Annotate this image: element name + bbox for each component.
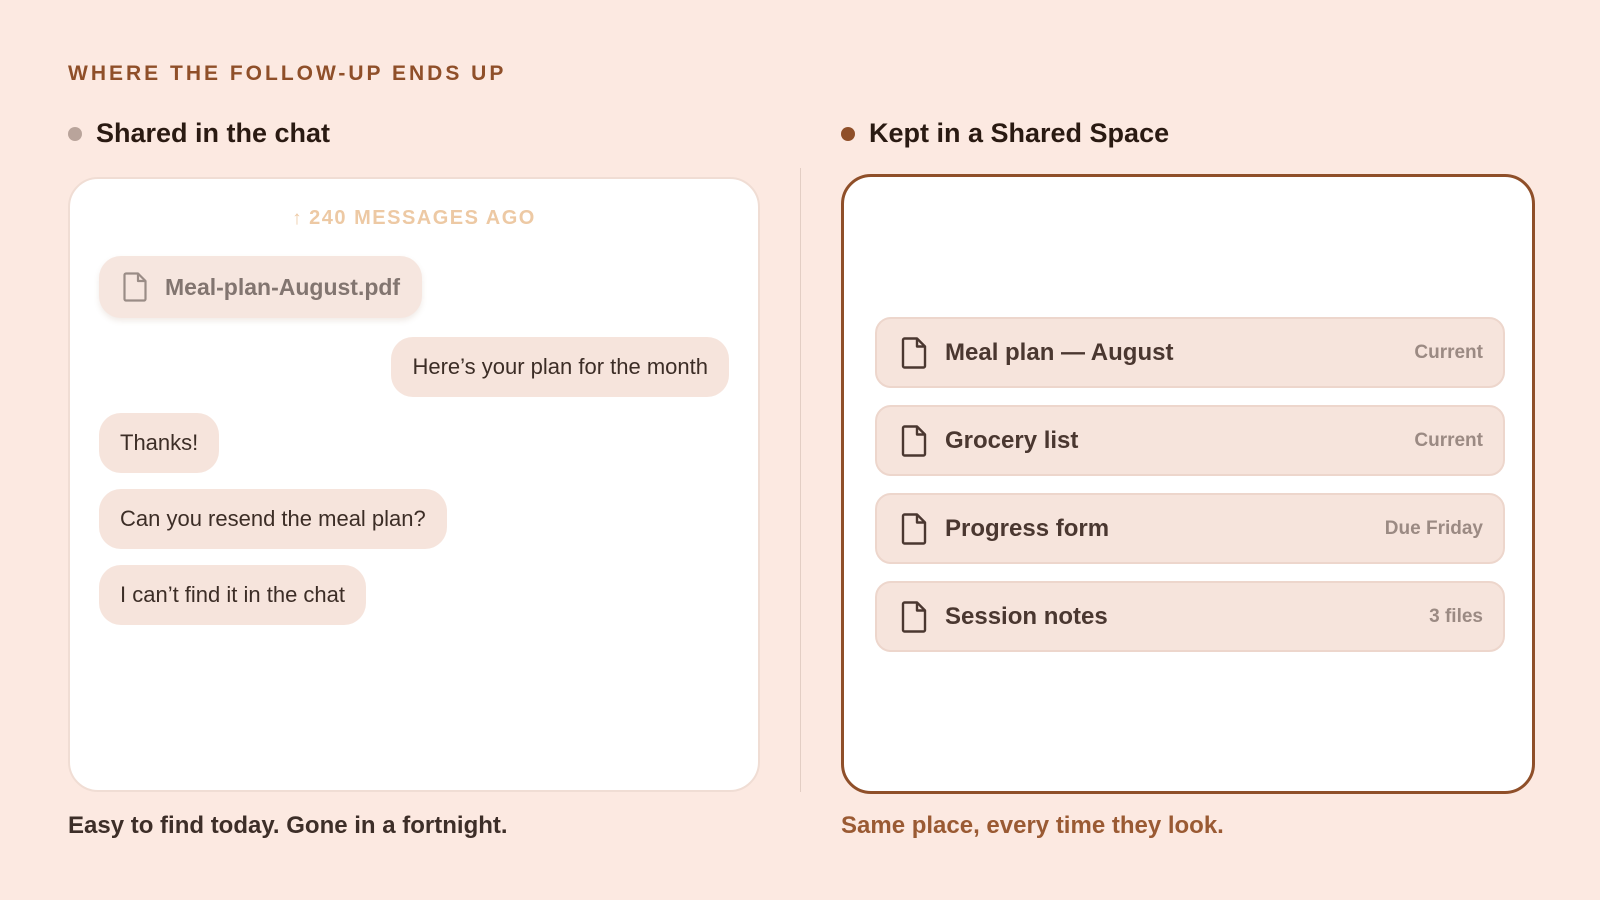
gray-dot-icon [68,127,82,141]
document-icon [901,513,927,545]
section-eyebrow: WHERE THE FOLLOW-UP ENDS UP [68,62,507,85]
file-name: Meal-plan-August.pdf [165,273,401,300]
chat-card [68,177,760,792]
space-item-meal-plan[interactable] [875,317,1505,388]
message-bubble-received: Can you resend the meal plan? [99,489,447,549]
document-icon [901,425,927,457]
document-icon [901,337,927,369]
message-bubble-sent: Here’s your plan for the month [391,337,729,397]
space-item-label: Grocery list [945,426,1079,454]
space-item-status: Current [1414,341,1483,363]
arrow-up-icon: ↑ [292,208,304,229]
messages-ago-text: 240 MESSAGES AGO [309,207,536,229]
column-divider [800,168,801,792]
messages-ago-label [70,207,758,230]
space-item-progress-form[interactable] [875,493,1505,564]
brown-dot-icon [841,127,855,141]
space-item-grocery-list[interactable] [875,405,1505,476]
space-heading-text: Kept in a Shared Space [869,118,1170,148]
file-attachment-bubble[interactable] [99,256,422,318]
document-icon [123,272,147,302]
space-item-label: Meal plan — August [945,338,1174,366]
chat-column-heading [68,118,330,149]
space-column-heading [841,118,1169,149]
chat-heading-text: Shared in the chat [96,118,331,148]
space-item-label: Progress form [945,514,1110,542]
space-item-status: 3 files [1429,605,1483,627]
space-item-label: Session notes [945,602,1108,630]
shared-space-card [841,174,1535,794]
space-item-status: Current [1414,429,1483,451]
message-bubble-received: Thanks! [99,413,219,473]
document-icon [901,601,927,633]
space-caption: Same place, every time they look. [841,812,1224,839]
message-bubble-received: I can’t find it in the chat [99,565,366,625]
space-item-session-notes[interactable] [875,581,1505,652]
chat-caption: Easy to find today. Gone in a fortnight. [68,812,508,839]
space-item-status: Due Friday [1384,517,1483,539]
